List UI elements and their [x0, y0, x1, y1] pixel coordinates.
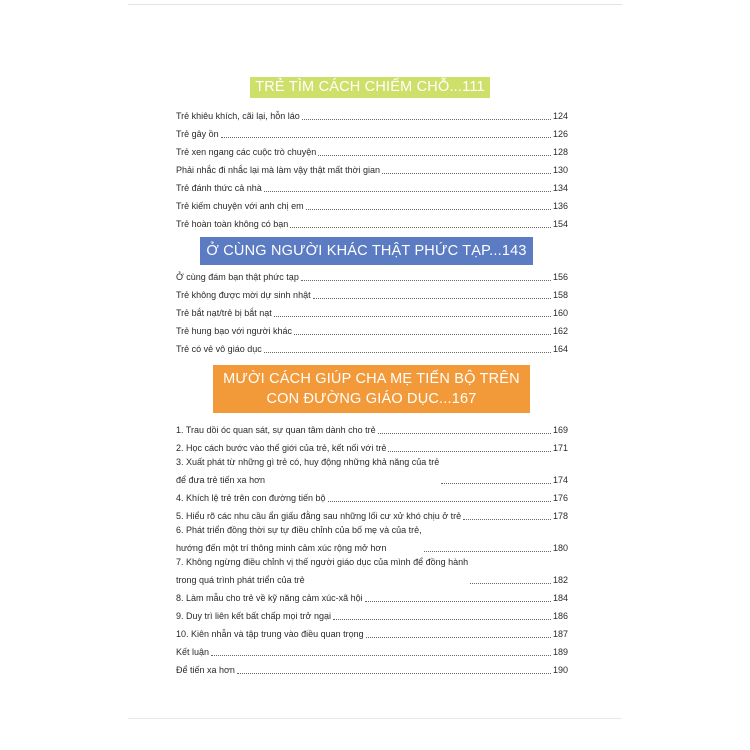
toc-entry-text [176, 629, 364, 640]
toc-entry [176, 640, 568, 658]
leader-dots [318, 155, 551, 156]
leader-dots [264, 352, 551, 353]
leader-dots [328, 501, 551, 502]
toc-page-number: 160 [552, 308, 568, 318]
toc-section-2 [176, 265, 568, 355]
toc-entry-title-cont: hướng đến một trí thông minh cảm xúc rộng mở hơn [176, 543, 387, 553]
toc-entry-text [176, 201, 304, 212]
leader-dots [470, 583, 551, 584]
leader-dots [274, 316, 551, 317]
toc-entry [176, 658, 568, 676]
toc-entry-text [176, 272, 299, 283]
toc-entry-title: 7. Không ngừng điều chỉnh vị thế người giáo dục của mình để đồng hành [176, 557, 469, 567]
toc-page-number: 162 [552, 326, 568, 336]
toc-entry-text [176, 165, 380, 176]
toc-page-number: 186 [552, 611, 568, 621]
toc-entry [176, 301, 568, 319]
leader-dots [264, 191, 551, 192]
toc-entry [176, 194, 568, 212]
toc-page-number: 128 [552, 147, 568, 157]
toc-entry-title: 5. Hiểu rõ các nhu cầu ẩn giấu đằng sau những lối cư xử khó chịu ở trẻ [176, 511, 462, 521]
toc-page-number: 156 [552, 272, 568, 282]
toc-entry [176, 486, 568, 504]
toc-page-number: 189 [552, 647, 568, 657]
toc-page-number: 174 [552, 475, 568, 485]
leader-dots [306, 209, 551, 210]
toc-page-number: 187 [552, 629, 568, 639]
toc-entry-text [176, 611, 331, 622]
toc-entry-text [176, 183, 262, 194]
toc-entry [176, 158, 568, 176]
toc-entry-title: Trẻ có vẻ vô giáo dục [176, 344, 262, 354]
toc-entry-title: Trẻ đánh thức cả nhà [176, 183, 262, 193]
toc-entry-title: 10. Kiên nhẫn và tập trung vào điều quan trọng [176, 629, 364, 639]
toc-entry-text [176, 647, 209, 658]
toc-entry [176, 504, 568, 522]
toc-entry [176, 622, 568, 640]
toc-entry-title: 8. Làm mẫu cho trẻ về kỹ năng cảm xúc-xã hội [176, 593, 363, 603]
toc-section-3 [176, 418, 568, 676]
toc-entry [176, 436, 568, 454]
toc-entry-text [176, 147, 316, 158]
toc-entry-text [176, 129, 219, 140]
leader-dots [221, 137, 551, 138]
toc-entry-title: Ở cùng đám bạn thật phức tạp [176, 272, 299, 282]
toc-page-number: 126 [552, 129, 568, 139]
toc-page-number: 136 [552, 201, 568, 211]
toc-entry [176, 604, 568, 622]
toc-entry-text [176, 457, 439, 486]
toc-entry-title: Để tiến xa hơn [176, 665, 235, 675]
toc-page-number: 124 [552, 111, 568, 121]
toc-entry-title: Trẻ xen ngang các cuộc trò chuyện [176, 147, 317, 157]
toc-page-number: 178 [552, 511, 568, 521]
toc-page-number: 130 [552, 165, 568, 175]
toc-entry-title: Kết luận [176, 647, 210, 657]
toc-page-number: 190 [552, 665, 568, 675]
section-banner-3-line2: CON ĐƯỜNG GIÁO DỤC...167 [266, 391, 477, 407]
toc-entry-title: Phải nhắc đi nhắc lại mà làm vậy thật mất thời gian [176, 165, 381, 175]
leader-dots [366, 637, 551, 638]
leader-dots [333, 619, 551, 620]
toc-page-number: 169 [552, 425, 568, 435]
toc-entry-title: 1. Trau dồi óc quan sát, sự quan tâm dành cho trẻ [176, 425, 376, 435]
toc-entry-text [176, 308, 272, 319]
leader-dots [388, 451, 551, 452]
toc-entry-text [176, 557, 468, 586]
toc-page-number: 134 [552, 183, 568, 193]
toc-page-number: 176 [552, 493, 568, 503]
toc-entry-title: 6. Phát triển đồng thời sự tự điều chỉnh của bố mẹ và của trẻ, [176, 525, 422, 535]
section-banner-1: TRẺ TÌM CÁCH CHIẾM CHỖ...111 [250, 77, 490, 98]
toc-page-number: 164 [552, 344, 568, 354]
toc-entry [176, 418, 568, 436]
toc-entry-title: 4. Khích lệ trẻ trên con đường tiến bộ [176, 493, 326, 503]
toc-page-number: 171 [552, 443, 568, 453]
leader-dots [301, 280, 551, 281]
section-banner-3 [213, 365, 530, 413]
leader-dots [382, 173, 551, 174]
toc-entry-title: Trẻ khiêu khích, cãi lại, hỗn láo [176, 111, 300, 121]
toc-entry [176, 212, 568, 230]
toc-entry-title: Trẻ bắt nạt/trẻ bị bắt nạt [176, 308, 272, 318]
toc-entry-title: 2. Học cách bước vào thế giới của trẻ, kết nối với trẻ [176, 443, 387, 453]
leader-dots [237, 673, 551, 674]
toc-entry-title: Trẻ kiếm chuyện với anh chị em [176, 201, 304, 211]
section-banner-2: Ở CÙNG NGƯỜI KHÁC THẬT PHỨC TẠP...143 [200, 237, 533, 265]
page-edge [128, 718, 622, 719]
toc-entry [176, 337, 568, 355]
toc-entry-text [176, 525, 422, 554]
toc-entry-title: Trẻ gây ồn [176, 129, 219, 139]
toc-entry-text [176, 593, 363, 604]
toc-entry-title: 9. Duy trì liên kết bất chấp mọi trở ngại [176, 611, 331, 621]
toc-entry-title: Trẻ không được mời dự sinh nhật [176, 290, 311, 300]
leader-dots [365, 601, 551, 602]
toc-entry [176, 319, 568, 337]
toc-entry [176, 586, 568, 604]
toc-entry-title-cont: để đưa trẻ tiến xa hơn [176, 475, 265, 485]
toc-entry-text [176, 425, 376, 436]
leader-dots [463, 519, 551, 520]
toc-entry [176, 176, 568, 194]
toc-page-number: 180 [552, 543, 568, 553]
toc-entry-title: Trẻ hung bạo với người khác [176, 326, 293, 336]
toc-entry [176, 122, 568, 140]
toc-entry-title-cont: trong quá trình phát triển của trẻ [176, 575, 305, 585]
toc-entry [176, 283, 568, 301]
section-banner-3-line1: MƯỜI CÁCH GIÚP CHA MẸ TIẾN BỘ TRÊN [223, 371, 520, 387]
toc-entry [176, 522, 568, 554]
leader-dots [211, 655, 551, 656]
toc-entry-text [176, 665, 235, 676]
toc-page-number: 182 [552, 575, 568, 585]
toc-page-number: 158 [552, 290, 568, 300]
toc-entry [176, 104, 568, 122]
leader-dots [302, 119, 551, 120]
toc-entry-title: 3. Xuất phát từ những gì trẻ có, huy động những khả năng của trẻ [176, 457, 440, 467]
toc-entry-text [176, 290, 311, 301]
toc-entry-text [176, 111, 300, 122]
leader-dots [424, 551, 551, 552]
toc-entry [176, 554, 568, 586]
leader-dots [313, 298, 551, 299]
leader-dots [294, 334, 551, 335]
leader-dots [290, 227, 551, 228]
toc-entry-text [176, 326, 292, 337]
toc-entry [176, 265, 568, 283]
toc-page-number: 184 [552, 593, 568, 603]
toc-entry [176, 454, 568, 486]
toc-section-1 [176, 104, 568, 230]
toc-entry [176, 140, 568, 158]
leader-dots [378, 433, 551, 434]
toc-entry-text [176, 511, 461, 522]
leader-dots [441, 483, 551, 484]
toc-entry-text [176, 443, 386, 454]
toc-entry-title: Trẻ hoàn toàn không có bạn [176, 219, 289, 229]
toc-entry-text [176, 493, 326, 504]
toc-entry-text [176, 344, 262, 355]
toc-entry-text [176, 219, 288, 230]
toc-page-number: 154 [552, 219, 568, 229]
